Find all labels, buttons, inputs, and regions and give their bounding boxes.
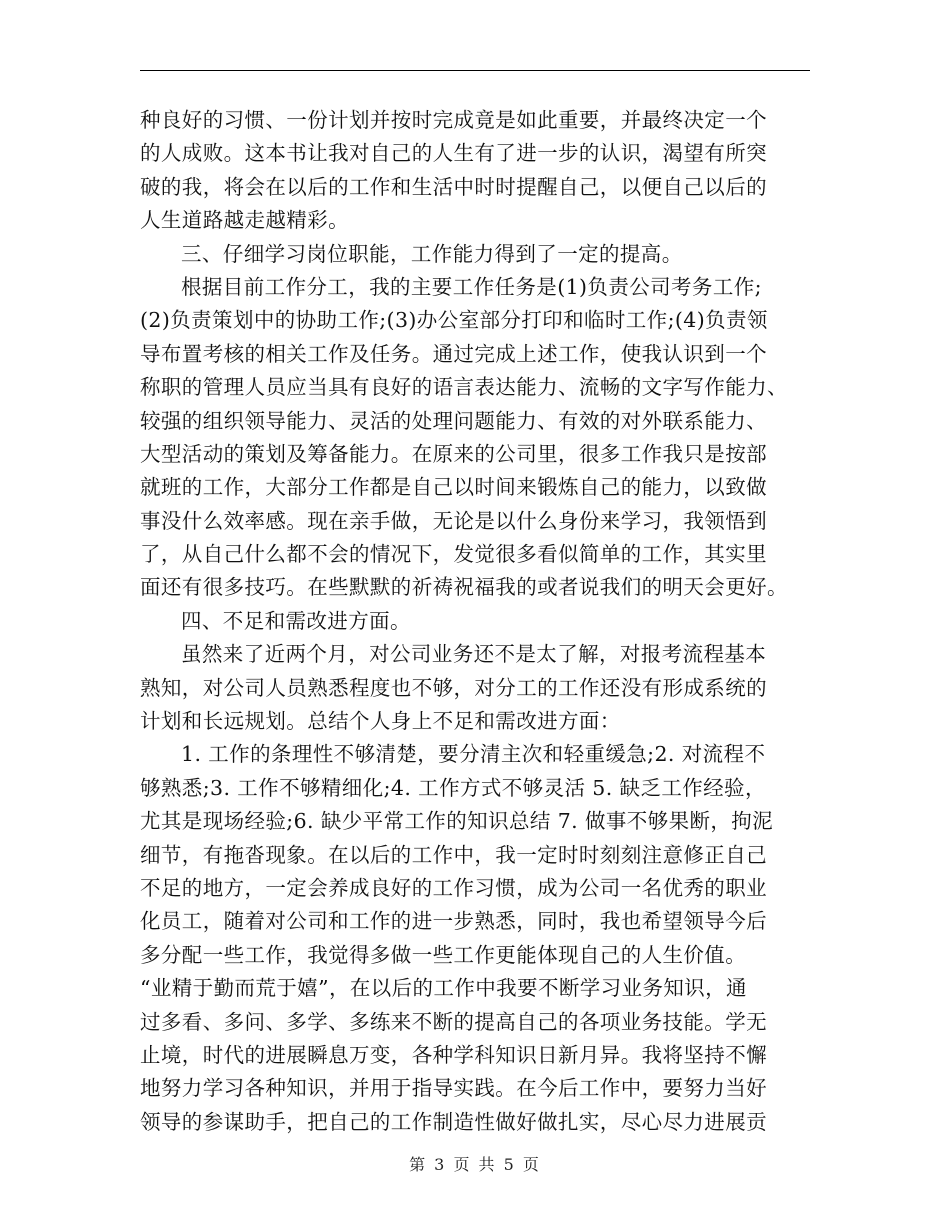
- header-rule: [140, 70, 810, 71]
- text-line: 破的我，将会在以后的工作和生活中时时提醒自己，以便自己以后的: [140, 174, 767, 199]
- text-line: 够熟悉;3. 工作不够精细化;4. 工作方式不够灵活 5. 缺乏工作经验，: [140, 775, 766, 800]
- text-line: 尤其是现场经验;6. 缺少平常工作的知识总结 7. 做事不够果断，拘泥: [140, 809, 774, 834]
- text-line: 称职的管理人员应当具有良好的语言表达能力、流畅的文字写作能力、: [140, 375, 788, 400]
- text-line: 多分配一些工作，我觉得多做一些工作更能体现自己的人生价值。: [140, 942, 747, 967]
- document-body: [140, 104, 815, 1139]
- text-line: 面还有很多技巧。在些默默的祈祷祝福我的或者说我们的明天会更好。: [140, 575, 788, 600]
- text-line: “业精于勤而荒于嬉”，在以后的工作中我要不断学习业务知识，通: [140, 976, 747, 1001]
- text-line: 就班的工作，大部分工作都是自己以时间来锻炼自己的能力，以致做: [140, 475, 767, 500]
- text-line: 熟知，对公司人员熟悉程度也不够，对分工的工作还没有形成系统的: [140, 675, 767, 700]
- text-line: 计划和长远规划。总结个人身上不足和需改进方面：: [140, 709, 621, 734]
- text-line: 1. 工作的条理性不够清楚，要分清主次和轻重缓急;2. 对流程不: [181, 742, 766, 767]
- text-line: 虽然来了近两个月，对公司业务还不是太了解，对报考流程基本: [181, 642, 767, 667]
- text-line: 导布置考核的相关工作及任务。通过完成上述工作，使我认识到一个: [140, 341, 767, 366]
- text-line: 种良好的习惯、一份计划并按时完成竟是如此重要，并最终决定一个: [140, 108, 767, 132]
- text-line: (2)负责策划中的协助工作;(3)办公室部分打印和临时工作;(4)负责领: [140, 308, 768, 333]
- text-line: 止境，时代的进展瞬息万变，各种学科知识日新月异。我将坚持不懈: [140, 1042, 767, 1067]
- text-line: 事没什么效率感。现在亲手做，无论是以什么身份来学习，我领悟到: [140, 508, 767, 533]
- text-line: 过多看、多问、多学、多练来不断的提高自己的各项业务技能。学无: [140, 1009, 767, 1034]
- text-line: 地努力学习各种知识，并用于指导实践。在今后工作中，要努力当好: [140, 1076, 767, 1101]
- text-line: 根据目前工作分工，我的主要工作任务是(1)负责公司考务工作;: [181, 274, 762, 299]
- text-line: 的人成败。这本书让我对自己的人生有了进一步的认识，渴望有所突: [140, 141, 767, 166]
- text-line: 四、不足和需改进方面。: [181, 608, 411, 633]
- page-number-footer: 第 3 页 共 5 页: [409, 1155, 541, 1174]
- text-line: 较强的组织领导能力、灵活的处理问题能力、有效的对外联系能力、: [140, 408, 767, 433]
- text-line: 了，从自己什么都不会的情况下，发觉很多看似简单的工作，其实里: [140, 542, 767, 567]
- text-line: 不足的地方，一定会养成良好的工作习惯，成为公司一名优秀的职业: [140, 875, 767, 900]
- text-line: 细节，有拖沓现象。在以后的工作中，我一定时时刻刻注意修正自己: [140, 842, 767, 867]
- text-line: 领导的参谋助手，把自己的工作制造性做好做扎实，尽心尽力进展贡: [140, 1109, 767, 1134]
- text-line: 人生道路越走越精彩。: [140, 208, 349, 233]
- text-line: 三、仔细学习岗位职能，工作能力得到了一定的提高。: [181, 241, 683, 266]
- text-line: 大型活动的策划及筹备能力。在原来的公司里，很多工作我只是按部: [140, 441, 767, 466]
- text-line: 化员工，随着对公司和工作的进一步熟悉，同时，我也希望领导今后: [140, 909, 767, 934]
